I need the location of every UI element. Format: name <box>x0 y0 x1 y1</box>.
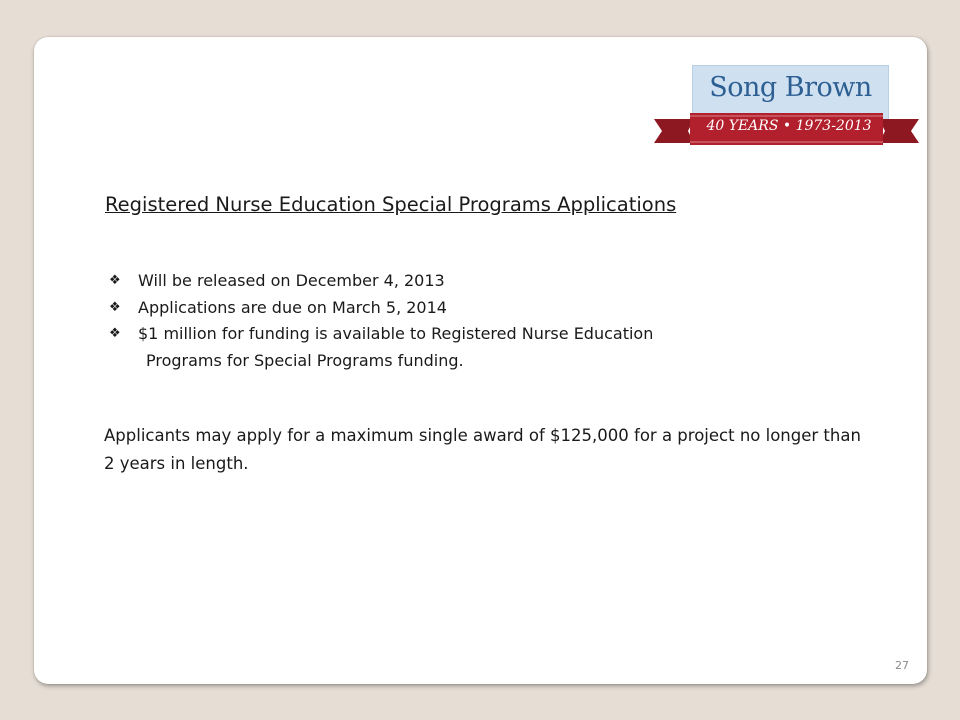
list-item <box>109 321 849 374</box>
diamond-bullet-icon: ❖ <box>109 299 121 315</box>
list-item <box>109 268 849 295</box>
award-paragraph: Applicants may apply for a maximum single award of $125,000 for a project no longer than 2 years in length. <box>104 426 861 473</box>
logo-title: Song Brown <box>709 72 872 103</box>
logo-ribbon-text: 40 YEARS • 1973-2013 <box>706 118 872 134</box>
page-title: Registered Nurse Education Special Programs Applications <box>105 193 677 216</box>
bullet-text: Applications are due on March 5, 2014 <box>138 297 447 317</box>
list-item <box>109 295 849 322</box>
bullet-text: $1 million for funding is available to Registered Nurse Education <box>138 324 654 343</box>
diamond-bullet-icon: ❖ <box>109 326 121 341</box>
diamond-bullet-icon: ❖ <box>109 273 121 288</box>
logo-ribbon <box>654 111 919 147</box>
bullet-text-continuation: Programs for Special Programs funding. <box>146 350 464 370</box>
page-number: 27 <box>895 659 909 672</box>
song-brown-logo <box>654 65 919 149</box>
slide <box>34 37 927 684</box>
bullet-list <box>109 268 849 374</box>
bullet-text: Will be released on December 4, 2013 <box>138 271 445 290</box>
